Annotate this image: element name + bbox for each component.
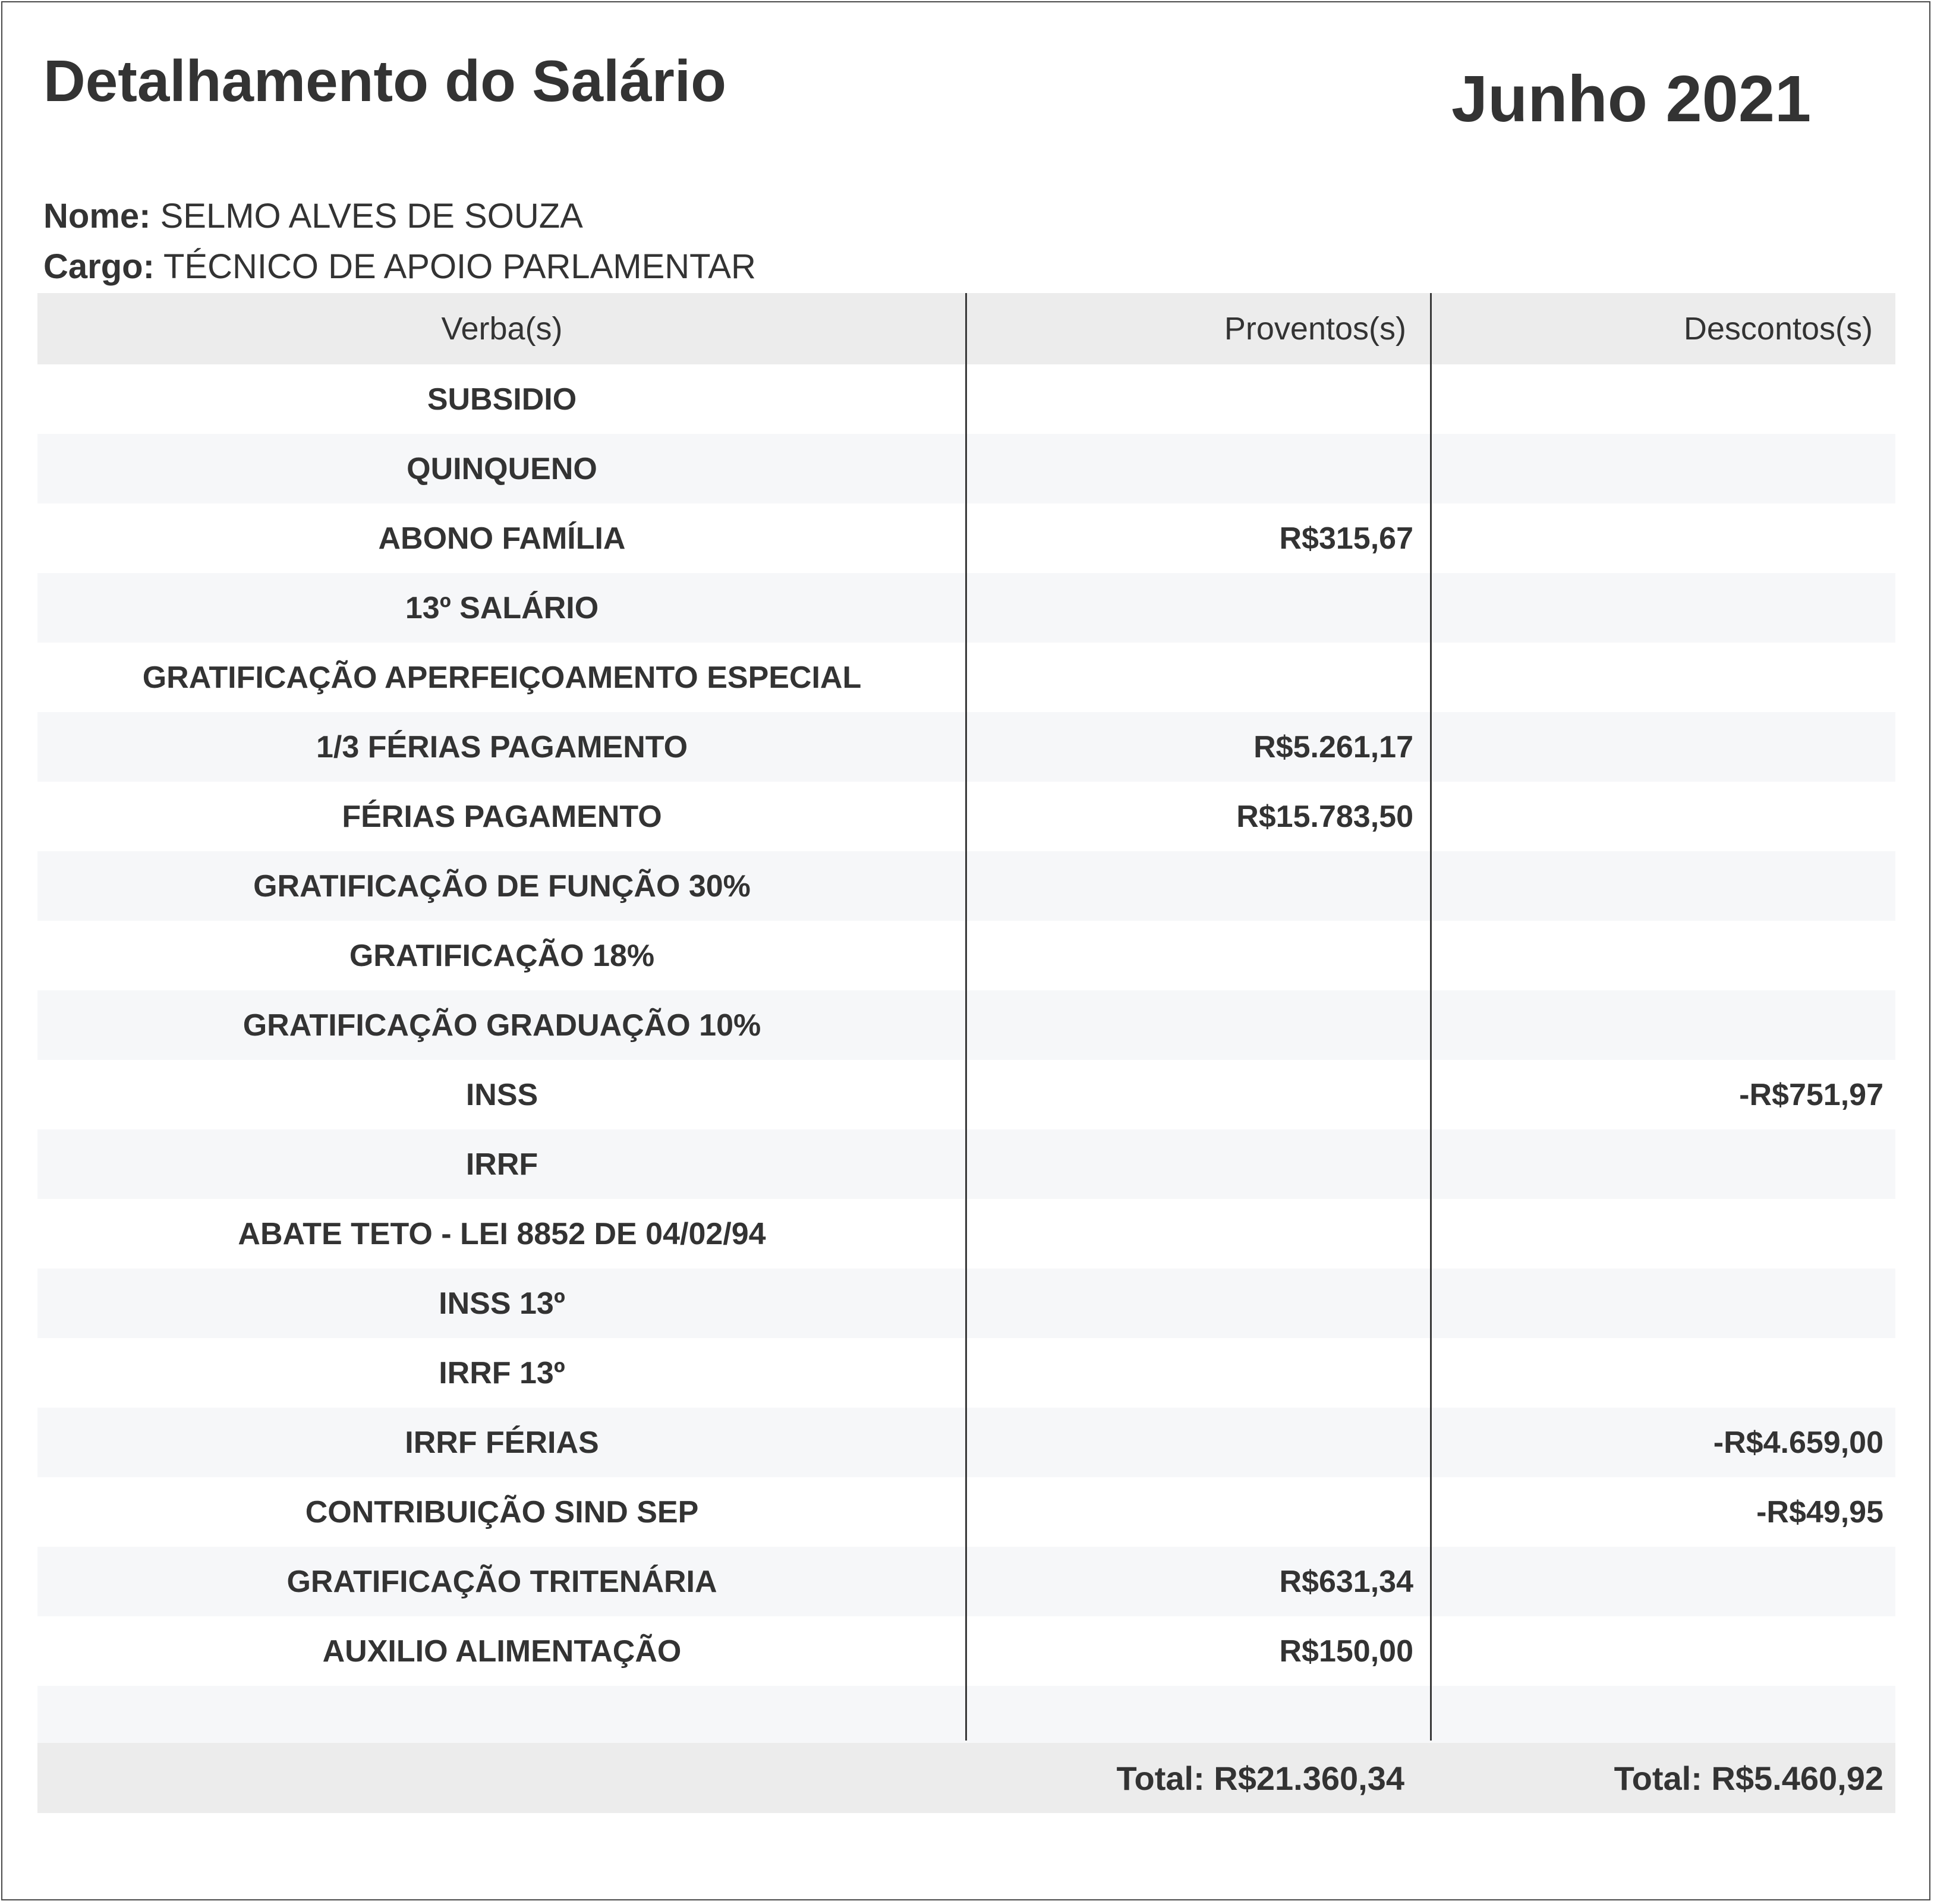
employee-name-label: Nome: [43, 197, 151, 235]
cell-descontos: -R$49,95 [1756, 1494, 1883, 1530]
cell-proventos [966, 573, 1431, 643]
cell-verba: INSS 13º [439, 1286, 565, 1321]
cell-descontos [1431, 782, 1895, 851]
cell-verba: ABATE TETO - LEI 8852 DE 04/02/94 [238, 1216, 766, 1251]
cell-proventos [966, 1199, 1431, 1269]
cell-verba: ABONO FAMÍLIA [378, 521, 626, 556]
cell-verba: CONTRIBUIÇÃO SIND SEP [305, 1494, 699, 1530]
total-descontos: Total: R$5.460,92 [1614, 1759, 1883, 1797]
cell-descontos [1431, 712, 1895, 782]
cell-proventos [966, 1408, 1431, 1477]
cell-descontos [1431, 851, 1895, 921]
cell-proventos [966, 1129, 1431, 1199]
cell-verba: GRATIFICAÇÃO GRADUAÇÃO 10% [242, 1008, 761, 1043]
cell-descontos [1431, 921, 1895, 990]
column-divider [1430, 293, 1432, 1741]
cell-verba: INSS [465, 1077, 538, 1112]
cell-verba: AUXILIO ALIMENTAÇÃO [322, 1634, 682, 1669]
cell-proventos [966, 1477, 1431, 1547]
totals-row [37, 1743, 1895, 1813]
cell-proventos [966, 1338, 1431, 1408]
cell-descontos: -R$751,97 [1739, 1077, 1883, 1112]
cell-descontos [1431, 573, 1895, 643]
cell-proventos: R$150,00 [1279, 1634, 1413, 1669]
cell-verba: IRRF FÉRIAS [405, 1425, 599, 1460]
cell-proventos: R$315,67 [1279, 521, 1413, 556]
cell-verba: GRATIFICAÇÃO DE FUNÇÃO 30% [253, 868, 751, 904]
cell-descontos [1431, 364, 1895, 434]
cell-proventos: R$631,34 [1279, 1564, 1413, 1599]
cell-verba: FÉRIAS PAGAMENTO [342, 799, 662, 834]
column-header-verba: Verba(s) [441, 311, 563, 347]
column-header-descontos: Descontos(s) [1683, 311, 1873, 347]
total-proventos: Total: R$21.360,34 [1116, 1759, 1404, 1797]
cell-proventos: R$5.261,17 [1253, 729, 1413, 764]
cell-descontos [1431, 434, 1895, 503]
cell-proventos [966, 364, 1431, 434]
employee-name-line [43, 196, 583, 236]
cell-proventos [966, 990, 1431, 1060]
cell-verba: 13º SALÁRIO [405, 590, 599, 625]
period-label: Junho 2021 [1451, 62, 1812, 136]
cell-verba: IRRF [465, 1147, 538, 1182]
cell-verba: IRRF 13º [439, 1355, 565, 1390]
employee-role-value: TÉCNICO DE APOIO PARLAMENTAR [163, 247, 756, 286]
page-title: Detalhamento do Salário [43, 48, 727, 114]
cell-proventos: R$15.783,50 [1236, 799, 1413, 834]
cell-verba: GRATIFICAÇÃO 18% [349, 938, 655, 973]
cell-verba: QUINQUENO [407, 451, 597, 486]
cell-descontos [1431, 990, 1895, 1060]
cell-proventos [966, 1269, 1431, 1338]
cell-proventos [966, 643, 1431, 712]
cell-descontos [1431, 1616, 1895, 1686]
cell-descontos [1431, 1338, 1895, 1408]
cell-verba: GRATIFICAÇÃO APERFEIÇOAMENTO ESPECIAL [142, 660, 862, 695]
column-divider [965, 293, 967, 1741]
cell-verba: SUBSIDIO [427, 382, 577, 417]
cell-descontos: -R$4.659,00 [1713, 1425, 1883, 1460]
employee-role-line [43, 247, 756, 287]
cell-descontos [1431, 503, 1895, 573]
employee-role-label: Cargo: [43, 247, 155, 286]
cell-verba: GRATIFICAÇÃO TRITENÁRIA [286, 1564, 717, 1599]
cell-proventos [966, 851, 1431, 921]
cell-descontos [1431, 1129, 1895, 1199]
cell-proventos [966, 1060, 1431, 1129]
column-header-proventos: Proventos(s) [1224, 311, 1406, 347]
cell-proventos [966, 434, 1431, 503]
cell-verba: 1/3 FÉRIAS PAGAMENTO [316, 729, 688, 764]
totals-spacer [37, 1743, 966, 1813]
cell-descontos [1431, 1269, 1895, 1338]
cell-proventos [966, 921, 1431, 990]
cell-descontos [1431, 1199, 1895, 1269]
cell-descontos [1431, 1547, 1895, 1616]
employee-name-value: SELMO ALVES DE SOUZA [160, 197, 583, 235]
cell-descontos [1431, 643, 1895, 712]
